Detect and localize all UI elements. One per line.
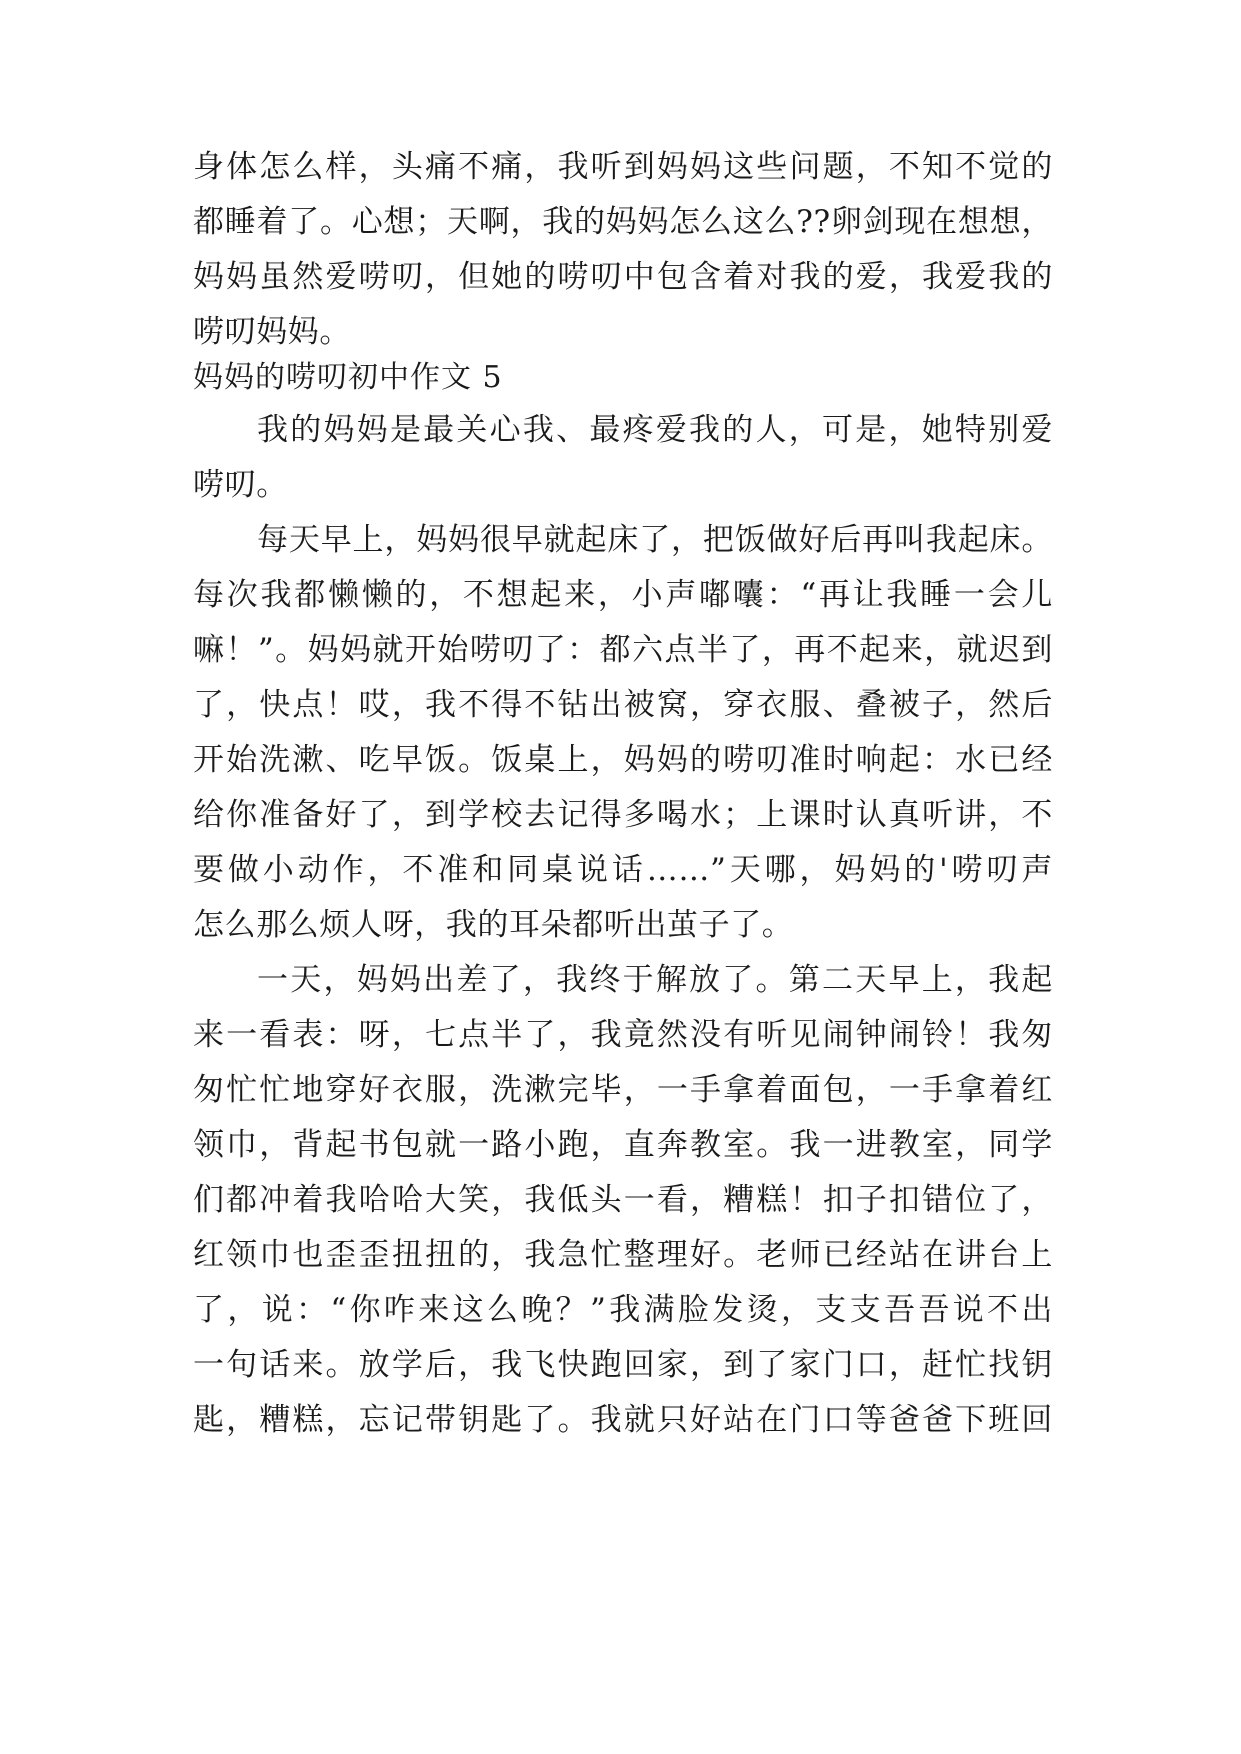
text-line: 一句话来。放学后，我飞快跑回家，到了家门口，赶忙找钥 (193, 1347, 1053, 1383)
text-line: 要做小动作，不准和同桌说话……”天哪，妈妈的'唠叨声 (193, 852, 1053, 888)
text-line: 都睡着了。心想；天啊，我的妈妈怎么这么??卵剑现在想想， (193, 204, 1053, 240)
text-line: 匙，糟糕，忘记带钥匙了。我就只好站在门口等爸爸下班回 (193, 1402, 1053, 1438)
text-line: 每次我都懒懒的，不想起来，小声嘟囔：“再让我睡一会儿 (193, 577, 1053, 613)
text-line: 领巾，背起书包就一路小跑，直奔教室。我一进教室，同学 (193, 1127, 1053, 1163)
text-line: 来一看表：呀，七点半了，我竟然没有听见闹钟闹铃！我匆 (193, 1017, 1053, 1053)
text-line: 嘛！”。妈妈就开始唠叨了：都六点半了，再不起来，就迟到 (193, 632, 1053, 668)
text-line: 怎么那么烦人呀，我的耳朵都听出茧子了。 (193, 907, 794, 943)
text-line: 我的妈妈是最关心我、最疼爱我的人，可是，她特别爱 (257, 412, 1053, 448)
text-line: 给你准备好了，到学校去记得多喝水；上课时认真听讲，不 (193, 797, 1053, 833)
text-line: 们都冲着我哈哈大笑，我低头一看，糟糕！扣子扣错位了， (193, 1182, 1053, 1218)
section-heading: 妈妈的唠叨初中作文 5 (193, 360, 503, 395)
text-line: 唠叨。 (193, 467, 288, 503)
text-line: 了，说：“你咋来这么晚？”我满脸发烫，支支吾吾说不出 (193, 1292, 1053, 1328)
text-line: 红领巾也歪歪扭扭的，我急忙整理好。老师已经站在讲台上 (193, 1237, 1053, 1273)
text-line: 开始洗漱、吃早饭。饭桌上，妈妈的唠叨准时响起：水已经 (193, 742, 1053, 778)
text-line: 妈妈虽然爱唠叨，但她的唠叨中包含着对我的爱，我爱我的 (193, 259, 1053, 295)
text-line: 每天早上，妈妈很早就起床了，把饭做好后再叫我起床。 (257, 522, 1053, 558)
text-line: 了，快点！哎，我不得不钻出被窝，穿衣服、叠被子，然后 (193, 687, 1053, 723)
text-line: 唠叨妈妈。 (193, 314, 351, 350)
text-line: 一天，妈妈出差了，我终于解放了。第二天早上，我起 (257, 962, 1053, 998)
document-page (193, 0, 1053, 1754)
text-line: 匆忙忙地穿好衣服，洗漱完毕，一手拿着面包，一手拿着红 (193, 1072, 1053, 1108)
text-line: 身体怎么样，头痛不痛，我听到妈妈这些问题，不知不觉的 (193, 149, 1053, 185)
